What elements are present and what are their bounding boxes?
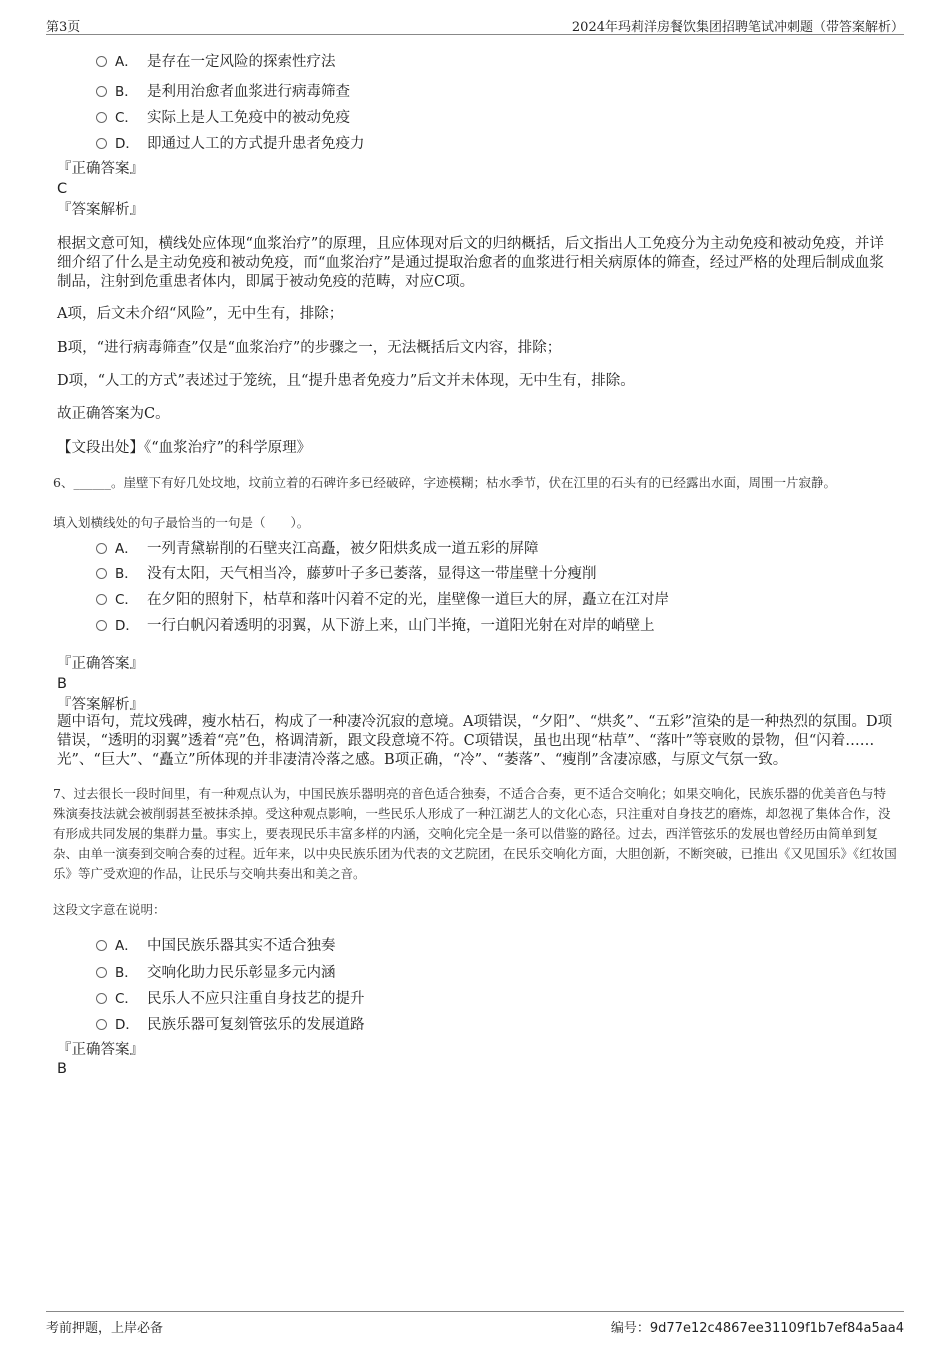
radio-icon[interactable] [96, 594, 107, 605]
q7-answer-label: 『正确答案』 [57, 1042, 144, 1058]
q7-prompt: 这段文字意在说明： [53, 902, 166, 917]
document-code-value: 9d77e12c4867ee31109f1b7ef84a5aa4 [649, 1321, 904, 1336]
q7-option-a[interactable]: A． 中国民族乐器其实不适合独奏 [96, 934, 336, 955]
document-code-label: 编号： [610, 1321, 650, 1336]
radio-icon[interactable] [96, 993, 107, 1004]
q5-analysis-paragraph: 根据文意可知，横线处应体现“血浆治疗”的原理，且应体现对后文的归纳概括，后文指出人工免疫分为主动免疫和被动免疫，并详细介绍了什么是主动免疫和被动免疫，而“血浆治疗”是通过提取治愈者的血浆进行相关病原体的筛查，经过严格的处理后制成血浆制品，注射到危重患者体内，即属于被动免疫的范畴，对应C项。 [57, 236, 884, 290]
radio-icon[interactable] [96, 1019, 107, 1030]
radio-icon[interactable] [96, 138, 107, 149]
radio-icon[interactable] [96, 112, 107, 123]
q6-option-a[interactable]: A． 一列青黛崭削的石壁夹江高矗，被夕阳烘炙成一道五彩的屏障 [96, 537, 539, 558]
q7-option-c[interactable]: C． 民乐人不应只注重自身技艺的提升 [96, 987, 365, 1008]
radio-icon[interactable] [96, 620, 107, 631]
q6-analysis-label: 『答案解析』 [57, 697, 144, 713]
q7-answer: B [57, 1061, 67, 1077]
q6-option-c[interactable]: C． 在夕阳的照射下，枯草和落叶闪着不定的光，崖壁像一道巨大的屏，矗立在江对岸 [96, 588, 669, 609]
q7-stem: 7、过去很长一段时间里，有一种观点认为，中国民族乐器明亮的音色适合独奏，不适合合奏，更不适合交响化；如果交响化，民族乐器的优美音色与特殊演奏技法就会被削弱甚至被抹杀掉。受这种观点影响，一些民乐人形成了一种江湖艺人的文化心态，只注重对自身技艺的磨炼，却忽视了集体合作，没有形成共同发展的集群力量。事实上，要表现民乐丰富多样的内涵，交响化完全是一条可以借鉴的路径。过去，西洋管弦乐的发展也曾经历由简单到复杂、由单一演奏到交响合奏的过程。近年来，以中央民族乐团为代表的文艺院团，在民乐交响化方面，大胆创新，不断突破，已推出《又见国乐》《红妆国乐》等广受欢迎的作品，让民乐与交响共奏出和美之音。 [53, 786, 897, 881]
page-footer [46, 1311, 904, 1336]
q7-option-b[interactable]: B． 交响化助力民乐彰显多元内涵 [96, 961, 336, 982]
q5-answer-label: 『正确答案』 [57, 161, 144, 177]
q6-option-d[interactable]: D． 一行白帆闪着透明的羽翼，从下游上来，山门半掩，一道阳光射在对岸的峭壁上 [96, 614, 655, 635]
q5-analysis-paragraph: 故正确答案为C。 [57, 406, 170, 422]
q5-analysis-label: 『答案解析』 [57, 202, 144, 218]
q5-analysis-paragraph: A项，后文未介绍“风险”，无中生有，排除； [57, 306, 344, 322]
radio-icon[interactable] [96, 86, 107, 97]
radio-icon[interactable] [96, 543, 107, 554]
q5-option-b[interactable]: B． 是利用治愈者血浆进行病毒筛查 [96, 80, 350, 101]
q6-analysis: 题中语句，荒坟残碑，瘦水枯石，构成了一种凄冷沉寂的意境。A项错误，“夕阳”、“烘炙”、“五彩”渲染的是一种热烈的氛围。D项错误，“透明的羽翼”透着“亮”色，格调清新，跟文段意境不符。C项错误，虽也出现“枯草”、“落叶”等衰败的景物，但“闪着……光”、“巨大”、“矗立”所体现的并非凄清冷落之感。B项正确，“冷”、“萎落”、“瘦削”含凄凉感，与原文气氛一致。 [57, 714, 893, 768]
q5-option-d[interactable]: D． 即通过人工的方式提升患者免疫力 [96, 132, 365, 153]
q6-option-b[interactable]: B． 没有太阳，天气相当冷，藤萝叶子多已萎落，显得这一带崖壁十分瘦削 [96, 562, 597, 583]
q5-source: 【文段出处】《“血浆治疗”的科学原理》 [57, 440, 312, 456]
q6-answer: B [57, 676, 67, 692]
q5-analysis-paragraph: D项，“人工的方式”表述过于笼统，且“提升患者免疫力”后文并未体现，无中生有，排除。 [57, 373, 635, 389]
q5-answer: C [57, 181, 68, 197]
q5-option-c[interactable]: C． 实际上是人工免疫中的被动免疫 [96, 106, 350, 127]
q6-stem: 6、______。崖壁下有好几处坟地，坟前立着的石碑许多已经破碎，字迹模糊；枯水季节，伏在江里的石头有的已经露出水面，周围一片寂静。 [53, 475, 836, 490]
radio-icon[interactable] [96, 967, 107, 978]
radio-icon[interactable] [96, 56, 107, 67]
q6-prompt: 填入划横线处的句子最恰当的一句是（ ）。 [53, 515, 310, 530]
document-code [611, 1317, 904, 1336]
q5-analysis-paragraph: B项，“进行病毒筛查”仅是“血浆治疗”的步骤之一，无法概括后文内容，排除； [57, 340, 562, 356]
radio-icon[interactable] [96, 940, 107, 951]
document-title: 2024年玛莉洋房餐饮集团招聘笔试冲刺题（带答案解析） [571, 20, 904, 35]
page-header [46, 14, 904, 35]
page-number: 第3页 [46, 20, 81, 35]
q6-answer-label: 『正确答案』 [57, 656, 144, 672]
q7-option-d[interactable]: D． 民族乐器可复刻管弦乐的发展道路 [96, 1013, 365, 1034]
footer-slogan: 考前押题，上岸必备 [46, 1321, 164, 1336]
q5-option-a[interactable]: A． 是存在一定风险的探索性疗法 [96, 50, 336, 71]
radio-icon[interactable] [96, 568, 107, 579]
